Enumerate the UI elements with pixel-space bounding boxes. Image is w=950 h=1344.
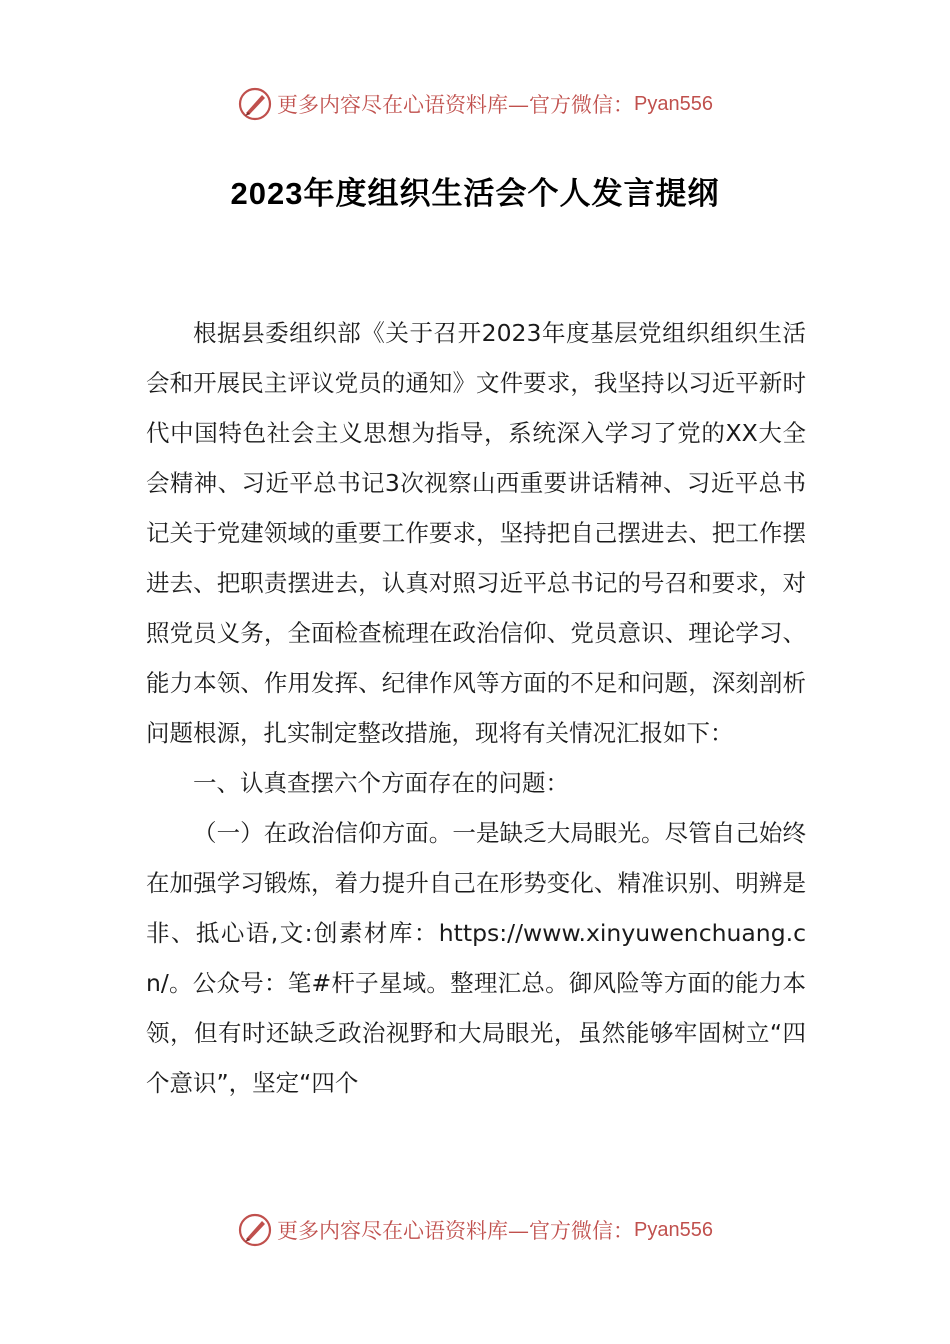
watermark-text: 更多内容尽在心语资料库—官方微信： (277, 93, 635, 117)
document-body (146, 308, 806, 1108)
watermark-wechat-id: Pyan556 (634, 92, 713, 115)
watermark-header (0, 82, 950, 126)
paragraph-section-heading: 一、认真查摆六个方面存在的问题： (193, 769, 569, 797)
document-title: 2023年度组织生活会个人发言提纲 (230, 176, 720, 211)
paragraph-political-belief: （一）在政治信仰方面。一是缺乏大局眼光。尽管自己始终在加强学习锻炼，着力提升自己在形势变化、精准识别、明辨是非、抵心语,文:创素材库：https://www.xinyuwenchuang.cn/。公众号：笔#杆子星域。整理汇总。御风险等方面的能力本领，但有时还缺乏政治视野和大局眼光，虽然能够牢固树立“四个意识”，坚定“四个 (146, 819, 806, 1097)
watermark-text: 更多内容尽在心语资料库—官方微信： (277, 1219, 635, 1243)
pen-logo-icon (237, 86, 273, 122)
watermark-footer (0, 1208, 950, 1252)
paragraph-intro: 根据县委组织部《关于召开2023年度基层党组织组织生活会和开展民主评议党员的通知》文件要求，我坚持以习近平新时代中国特色社会主义思想为指导，系统深入学习了党的XX大全会精神、习近平总书记3次视察山西重要讲话精神、习近平总书记关于党建领域的重要工作要求，坚持把自己摆进去、把工作摆进去、把职责摆进去，认真对照习近平总书记的号召和要求，对照党员义务，全面检查梳理在政治信仰、党员意识、理论学习、能力本领、作用发挥、纪律作风等方面的不足和问题，深刻剖析问题根源，扎实制定整改措施，现将有关情况汇报如下： (146, 319, 806, 747)
pen-logo-icon (237, 1212, 273, 1248)
watermark-wechat-id: Pyan556 (634, 1218, 713, 1241)
